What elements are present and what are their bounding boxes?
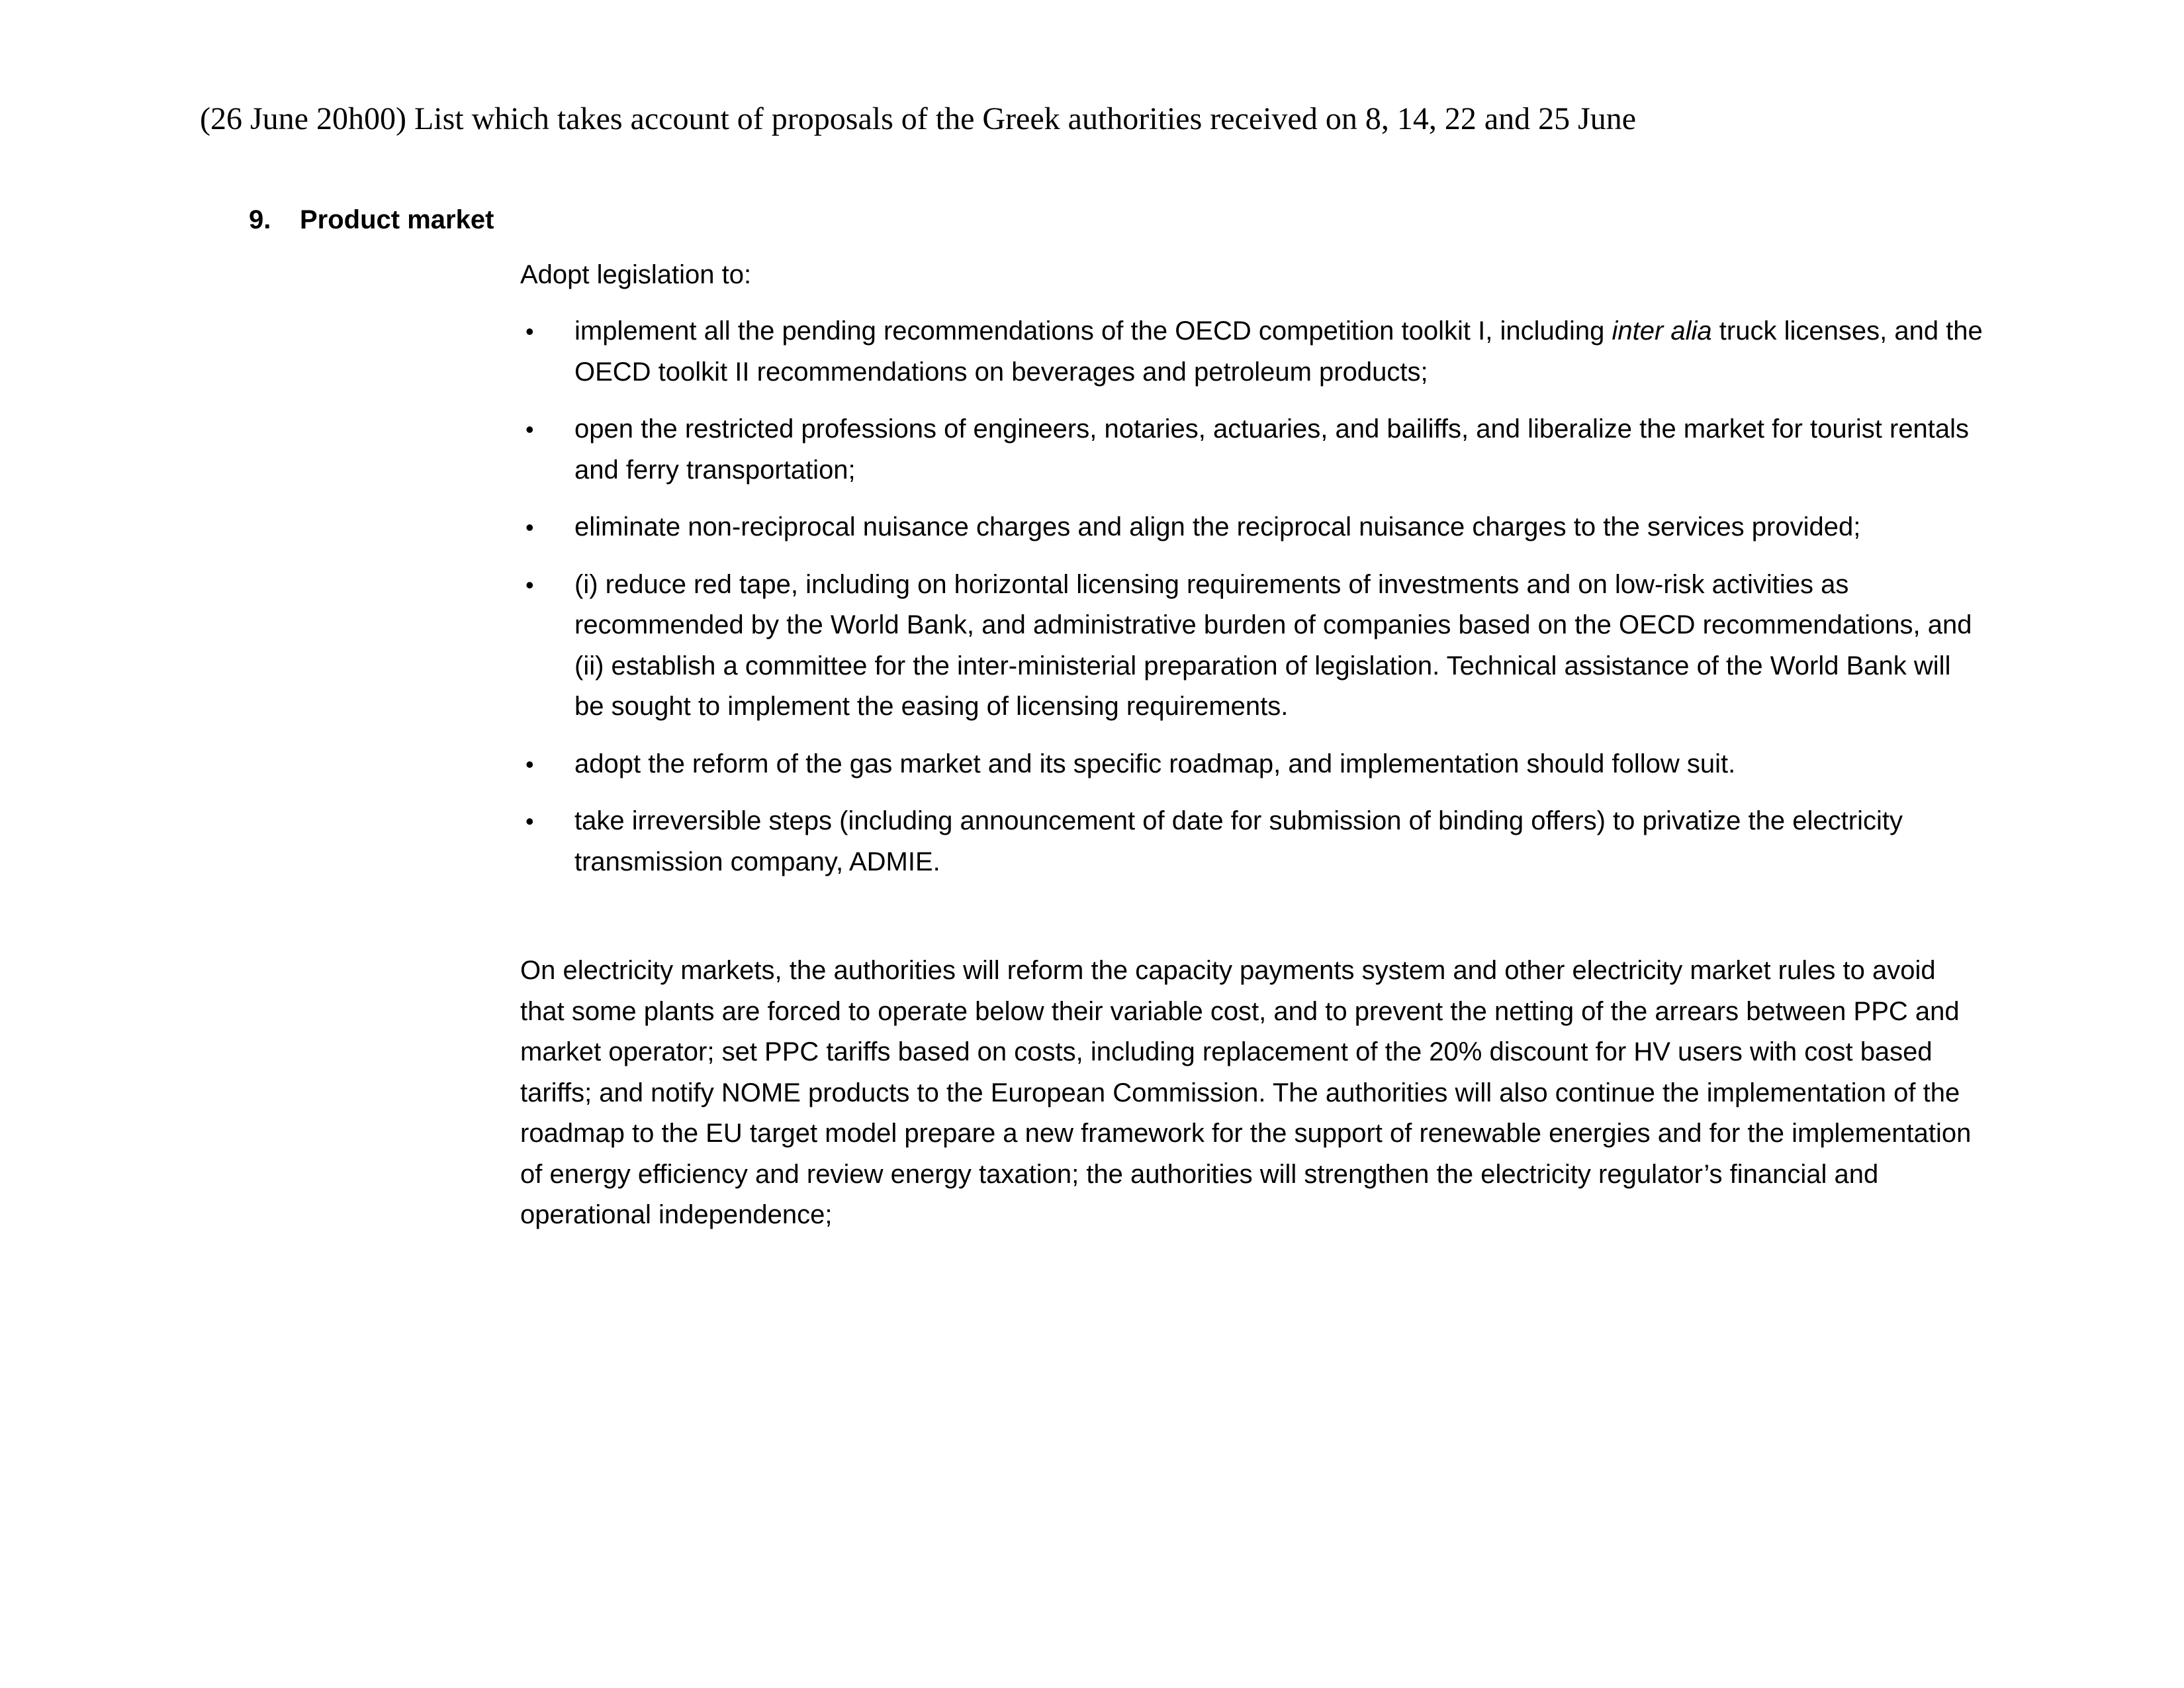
page-header: (26 June 20h00) List which takes account of proposals of the Greek authorities received on 8, 14, 22 and 25 June [200,101,1637,136]
list-item-text: take irreversible steps (including announcement of date for submission of binding offers) to privatize the electricity transmission company, ADMIE. [574,806,1903,876]
list-item-text: (i) reduce red tape, including on horizontal licensing requirements of investments and on low-risk activities as recommended by the World Bank, and administrative burden of companies based on the OECD recommendations, and (ii) establish a committee for the inter-ministerial preparation of legislation. Technical assistance of the World Bank will be sought to implement the easing of licensing requirements. [574,569,1972,721]
section-heading [249,203,494,236]
section-title: Product market [300,205,494,234]
list-item [520,744,1983,785]
legislation-list [520,311,1983,899]
list-item [520,311,1983,393]
list-item [520,507,1983,548]
list-item-text: open the restricted professions of engineers, notaries, actuaries, and bailiffs, and liberalize the market for tourist rentals and ferry transportation; [574,414,1970,485]
bullet-icon: • [525,416,534,443]
closing-paragraph: On electricity markets, the authorities will reform the capacity payments system and other electricity market rules to avoid that some plants are forced to operate below their variable cost, and to prevent the netting of the arrears between PPC and market operator; set PPC tariffs based on costs, including replacement of the 20% discount for HV users with cost based tariffs; and notify NOME products to the European Commission. The authorities will also continue the implementation of the roadmap to the EU target model prepare a new framework for the support of renewable energies and for the implementation of energy efficiency and review energy taxation; the authorities will strengthen the electricity regulator’s financial and operational independence; [520,956,1972,1229]
list-item [520,565,1983,727]
section-number: 9. [249,205,271,234]
list-item-text: implement all the pending recommendations of the OECD competition toolkit I, including inter alia truck licenses, and the OECD toolkit II recommendations on beverages and petroleum products; [574,316,1983,387]
bullet-icon: • [525,750,534,778]
list-item [520,409,1983,491]
bullet-icon: • [525,318,534,345]
intro-paragraph: Adopt legislation to: [520,260,752,289]
bullet-icon: • [525,514,534,541]
list-item-text: eliminate non-reciprocal nuisance charges and align the reciprocal nuisance charges to the services provided; [574,512,1861,541]
latin-emphasis: inter alia [1612,316,1712,346]
list-item [520,801,1983,882]
list-item-text: adopt the reform of the gas market and its specific roadmap, and implementation should follow suit. [574,749,1736,778]
bullet-icon: • [525,571,534,598]
bullet-icon: • [525,808,534,835]
